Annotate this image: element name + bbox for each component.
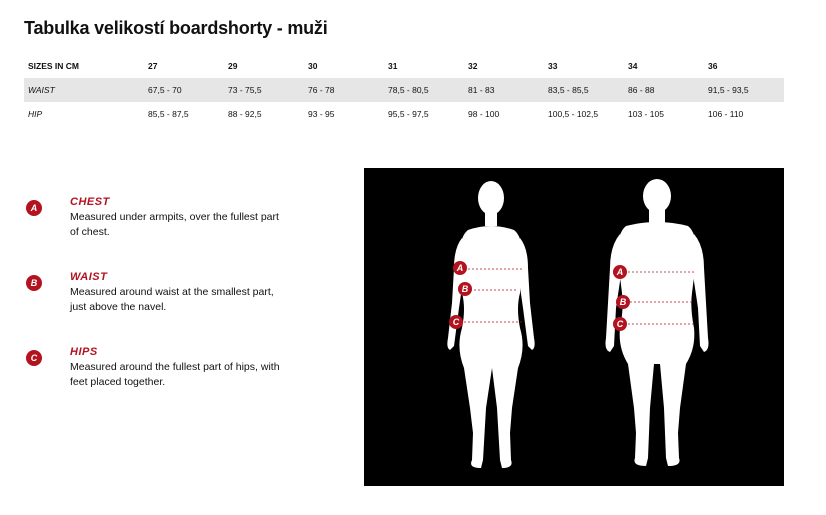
table-cell: 95,5 - 97,5 (388, 109, 429, 119)
size-header: 30 (308, 61, 318, 71)
male-marker-a-label: A (616, 267, 624, 277)
legend-heading: HIPS (70, 346, 98, 358)
table-cell: 83,5 - 85,5 (548, 85, 589, 95)
legend-description: Measured under armpits, over the fullest part of chest. (70, 211, 279, 238)
size-header: 34 (628, 61, 638, 71)
legend-heading: WAIST (70, 271, 108, 283)
female-marker-c-label: C (452, 317, 460, 327)
table-cell: 91,5 - 93,5 (708, 85, 749, 95)
table-cell: 93 - 95 (308, 109, 335, 119)
legend-description: Measured around the fullest part of hips, with feet placed together. (70, 361, 280, 388)
page-title: Tabulka velikostí boardshorty - muži (24, 18, 328, 38)
table-cell: 103 - 105 (628, 109, 664, 119)
table-cell: 88 - 92,5 (228, 109, 262, 119)
female-marker-b-label: B (461, 284, 469, 294)
table-header-row (24, 54, 784, 78)
row-label: WAIST (28, 85, 55, 95)
legend-heading: CHEST (70, 196, 110, 208)
size-header: 31 (388, 61, 398, 71)
size-header: 36 (708, 61, 718, 71)
table-cell: 100,5 - 102,5 (548, 109, 599, 119)
size-header: 33 (548, 61, 558, 71)
male-marker-b-label: B (619, 297, 627, 307)
table-row-hip (24, 102, 784, 126)
table-cell: 67,5 - 70 (148, 85, 182, 95)
table-cell: 86 - 88 (628, 85, 655, 95)
table-cell: 78,5 - 80,5 (388, 85, 429, 95)
size-header: 29 (228, 61, 238, 71)
table-cell: 76 - 78 (308, 85, 335, 95)
size-header: 32 (468, 61, 478, 71)
table-header-label: SIZES IN CM (28, 61, 80, 71)
female-marker-a-label: A (456, 263, 464, 273)
marker-c-badge: C (26, 350, 42, 366)
table-cell: 81 - 83 (468, 85, 495, 95)
table-cell: 98 - 100 (468, 109, 500, 119)
table-cell: 106 - 110 (708, 109, 744, 119)
legend-description: Measured around waist at the smallest part, just above the navel. (70, 286, 274, 313)
table-row-waist (24, 78, 784, 102)
male-marker-c-label: C (616, 319, 624, 329)
table-cell: 85,5 - 87,5 (148, 109, 189, 119)
size-table (24, 54, 784, 126)
marker-a-badge: A (26, 200, 42, 216)
table-cell: 73 - 75,5 (228, 85, 262, 95)
row-label: HIP (28, 109, 43, 119)
body-measurement-figure (364, 168, 784, 486)
marker-b-badge: B (26, 275, 42, 291)
size-header: 27 (148, 61, 158, 71)
